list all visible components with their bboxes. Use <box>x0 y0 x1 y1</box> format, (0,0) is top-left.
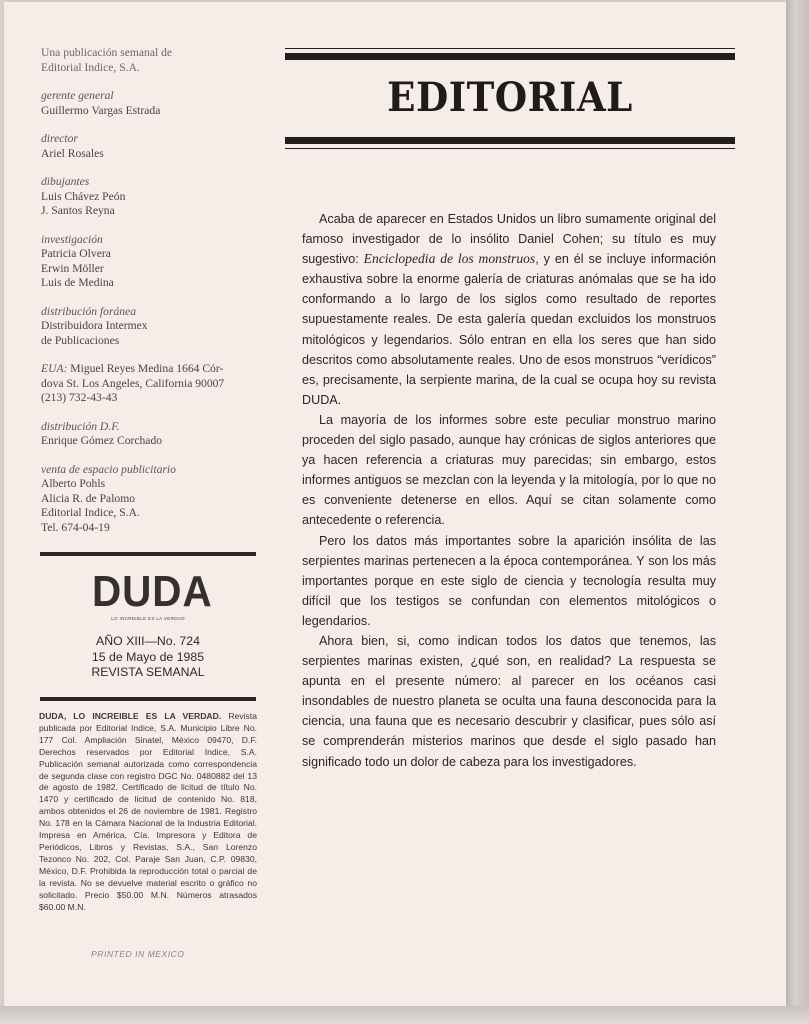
title-rule-bottom-thin <box>285 148 735 149</box>
publisher-intro: Una publicación semanal de Editorial Indice, S.A. <box>41 46 173 74</box>
paragraph: Acaba de aparecer en Estados Unidos un libro sumamente original del famoso investigador de lo insólito Daniel Cohen; su título es muy sugestivo: Enciclopedia de los monstruos, y en él se incluye información exhaustiva sobre la enorme galería de criaturas anómalas que se ha ido conformando a lo largo de los siglos como resultado de reportes supuestamente reales. De esta galería quedan excluidos los monstruos mitológicos y legendarios. Sólo entran en ella los seres que han sido descritos como absolutamente reales. Uno de esos monstruos “verídicos” es, precisamente, la serpiente marina, de la cual se ocupa hoy su revista DUDA. <box>302 212 716 407</box>
staff-research: investigación Patricia Olvera Erwin Möller Luis de Medina <box>41 232 114 289</box>
book-title: Enciclopedia de los monstruos <box>363 251 536 267</box>
title-rule-bottom-thick <box>285 137 735 144</box>
masthead-divider-top <box>40 552 256 556</box>
staff-advertising: venta de espacio publicitario Alberto Pohls Alicia R. de Palomo Editorial Indice, S.A. Tel. 674-04-19 <box>41 462 176 534</box>
staff-foreign-distribution: distribución foránea Distribuidora Intermex de Publicaciones <box>41 304 148 347</box>
title-rule-top-thick <box>285 53 735 60</box>
masthead <box>41 46 266 549</box>
staff-df-distribution: distribución D.F. Enrique Gómez Corchado <box>41 419 163 447</box>
issue-frequency: REVISTA SEMANAL <box>91 665 205 679</box>
issue-number: AÑO XIII—No. 724 <box>96 634 200 648</box>
title-rule-top-thin <box>285 48 735 49</box>
staff-illustrators: dibujantes Luis Chávez Peón J. Santos Reyna <box>41 175 126 217</box>
paragraph: Ahora bien, si, como indican todos los datos que tenemos, las serpientes marinas existen, ¿qué son, en realidad? La respuesta se apunta en el presente número: al parecer en los océanos casi insondables de nuestro planeta se oculta una fauna desconocida para la ciencia, una fauna que es necesario descubrir y clasificar, pues sólo así se comprenderán misterios marinos que desde el siglo pasado han significado todo un dolor de cabeza para los investigadores. <box>302 633 716 769</box>
editorial-title: EDITORIAL <box>387 74 633 121</box>
duda-logo: DUDA <box>92 567 213 616</box>
masthead-divider-bottom <box>40 697 256 701</box>
page-edge-right <box>786 0 809 1024</box>
printed-in-mexico: PRINTED IN MEXICO <box>91 949 185 959</box>
editorial-article <box>302 209 716 772</box>
logo-tagline: LO INCREIBLE ES LA VERDAD <box>111 616 185 621</box>
staff-general-manager: gerente general Guillermo Vargas Estrada <box>41 89 161 117</box>
staff-director: director Ariel Rosales <box>41 132 104 160</box>
paragraph: Pero los datos más importantes sobre la aparición insólita de las serpientes marinas pertenecen a la época contemporánea. Y son los más importantes porque en este siglo de ciencia y tecnología resulta muy difícil que los testigos se confundan con elementos mitológicos o legendarios. <box>302 533 716 628</box>
issue-info <box>40 634 256 681</box>
issue-date: 15 de Mayo de 1985 <box>91 649 205 664</box>
legal-notice: DUDA, LO INCREIBLE ES LA VERDAD. Revista publicada por Editorial Indice, S.A. Municipio Libre No. 177 Col. Ampliación Sinatel, México 09470, D.F. Derechos reservados por Editorial Indice, S.A. Publicación semanal autorizada como correspondencia de segunda clase con registro DGC No. 0480882 del 13 de agosto de 1982. Certificado de licitud de título No. 1470 y certificado de licitud de contenido No. 818, ambos obtenidos el 26 de noviembre de 1981. Registro No. 178 en la Cámara Nacional de la Industria Editorial. Impresa en América, Cía. Impresora y Editora de Periódicos, Libros y Revistas, S.A., San Lorenzo Tezonco No. 202, Col. Paraje San Juan, C.P. 09830, México, D.F. Prohibida la reproducción total o parcial de la revista. No se devuelve material escrito o gráfico no solicitado. Precio $50.00 M.N. Números atrasados $60.00 M.N. <box>39 711 257 912</box>
paragraph: La mayoría de los informes sobre este peculiar monstruo marino proceden del siglo pasado, aunque hay crónicas de siglos anteriores que ya hacen referencia a criaturas muy parecidas; sin embargo, estos informes antiguos se mezclan con la leyenda y la mitología, por lo que no es conveniente detenerse en ellos. Aquí se citan solamente como antecedente o referencia. <box>302 412 716 528</box>
page-edge-bottom <box>0 1006 809 1024</box>
staff-usa-contact: EUA: Miguel Reyes Medina 1664 Cór- dova St. Los Angeles, California 90007 (213) 732-43-43 <box>41 362 225 404</box>
